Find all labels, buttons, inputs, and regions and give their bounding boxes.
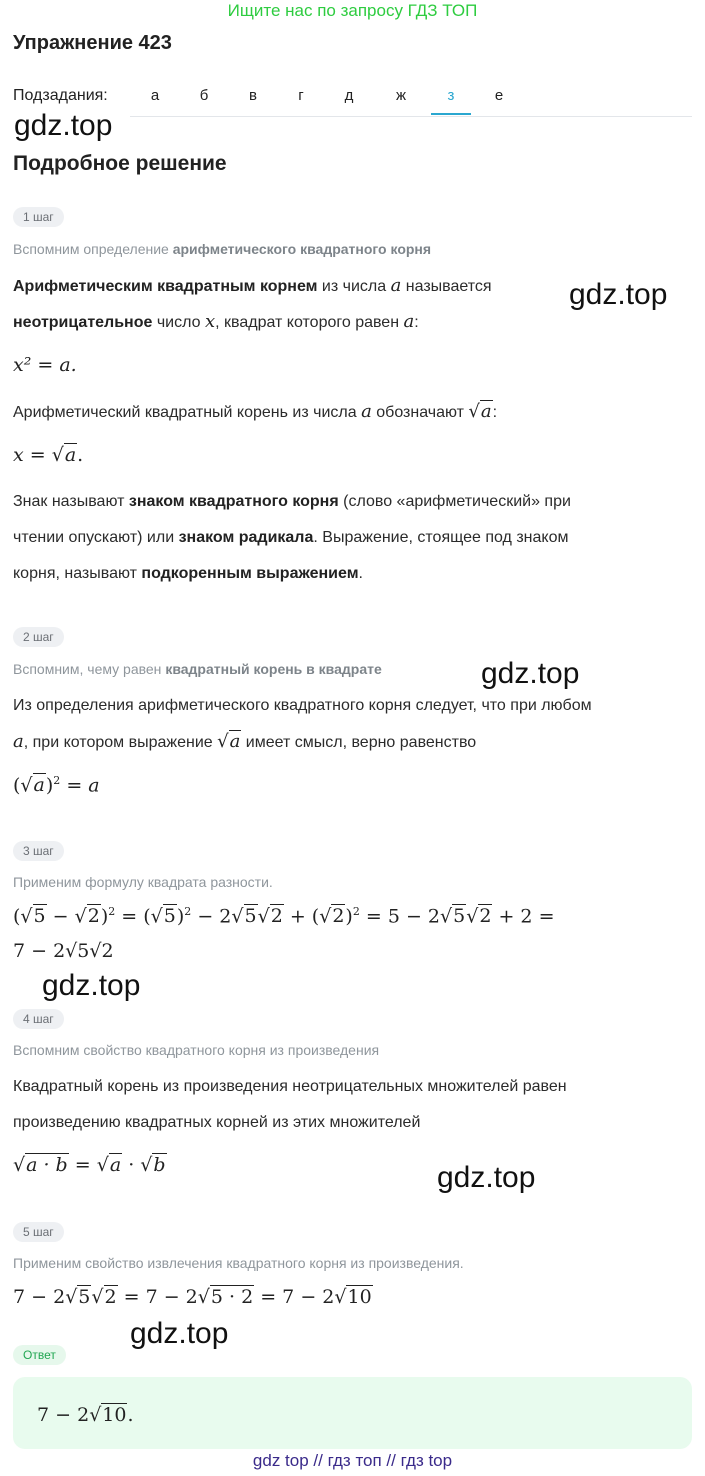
step-badge: 3 шаг <box>13 841 64 861</box>
answer-badge: Ответ <box>13 1345 66 1365</box>
step-text: a, при котором выражение √a имеет смысл, верно равенство <box>13 731 477 752</box>
subtasks-tabs <box>130 80 692 117</box>
watermark: gdz.top <box>42 969 141 1002</box>
step-text: Арифметическим квадратным корнем из числа a называется <box>13 275 492 296</box>
subtasks-label: Подзадания: <box>13 87 108 104</box>
step-hint: Вспомним, чему равен квадратный корень в квадрате <box>13 661 382 677</box>
footer-links[interactable]: gdz top // гдз топ // гдз top <box>252 1451 453 1470</box>
step-text: произведению квадратных корней из этих множителей <box>13 1114 421 1131</box>
formula: √a · b = √a · √b <box>13 1154 166 1176</box>
watermark: gdz.top <box>14 109 113 142</box>
formula: 7 − 2√5√2 = 7 − 2√5 · 2 = 7 − 2√10 <box>13 1286 372 1308</box>
formula: x² = a. <box>13 354 77 376</box>
step-badge: 1 шаг <box>13 207 64 227</box>
page-title: Упражнение 423 <box>13 32 172 54</box>
step-badge: 5 шаг <box>13 1222 64 1242</box>
tab-b[interactable]: б <box>199 87 209 104</box>
step-text: неотрицательное число x, квадрат которого равен a: <box>13 311 419 332</box>
watermark: gdz.top <box>437 1161 536 1194</box>
step-badge: 2 шаг <box>13 627 64 647</box>
tab-e[interactable]: е <box>494 87 504 104</box>
step-text: Арифметический квадратный корень из числа a обозначают √a: <box>13 401 498 422</box>
answer-formula: 7 − 2√10. <box>37 1404 134 1426</box>
formula: $(√5 - √2)^2 = (√5)^2 - 2√5√2 + (√2)^2 = 5 - 2√5√2 + 2$ = <box>13 905 555 928</box>
tab-g[interactable]: г <box>298 87 304 104</box>
step-badge: 4 шаг <box>13 1009 64 1029</box>
tab-d[interactable]: д <box>344 87 354 104</box>
active-tab-indicator <box>431 113 471 115</box>
formula: $(√a)^2 = a$ <box>13 774 100 797</box>
section-title: Подробное решение <box>13 152 227 175</box>
step-hint: Применим формулу квадрата разности. <box>13 874 273 890</box>
watermark: gdz.top <box>569 278 668 311</box>
step-hint: Применим свойство извлечения квадратного корня из произведения. <box>13 1255 464 1271</box>
formula: 7 − 2√5√2 <box>13 940 114 962</box>
watermark: gdz.top <box>130 1317 229 1350</box>
tab-z[interactable]: з <box>447 87 455 104</box>
tab-v[interactable]: в <box>249 87 257 104</box>
promo-banner: Ищите нас по запросу ГДЗ ТОП <box>227 1 478 20</box>
step-text: Квадратный корень из произведения неотрицательных множителей равен <box>13 1078 567 1095</box>
formula: x = √a. <box>13 444 84 466</box>
step-text: Из определения арифметического квадратного корня следует, что при любом <box>13 697 592 714</box>
tab-a[interactable]: а <box>150 87 160 104</box>
step-text: корня, называют подкоренным выражением. <box>13 565 363 582</box>
tab-zh[interactable]: ж <box>395 87 407 104</box>
step-text: чтении опускают) или знаком радикала. Выражение, стоящее под знаком <box>13 529 569 546</box>
step-text: Знак называют знаком квадратного корня (слово «арифметический» при <box>13 493 571 510</box>
step-hint: Вспомним определение арифметического квадратного корня <box>13 241 432 257</box>
step-hint: Вспомним свойство квадратного корня из произведения <box>13 1042 380 1058</box>
watermark: gdz.top <box>481 657 580 690</box>
